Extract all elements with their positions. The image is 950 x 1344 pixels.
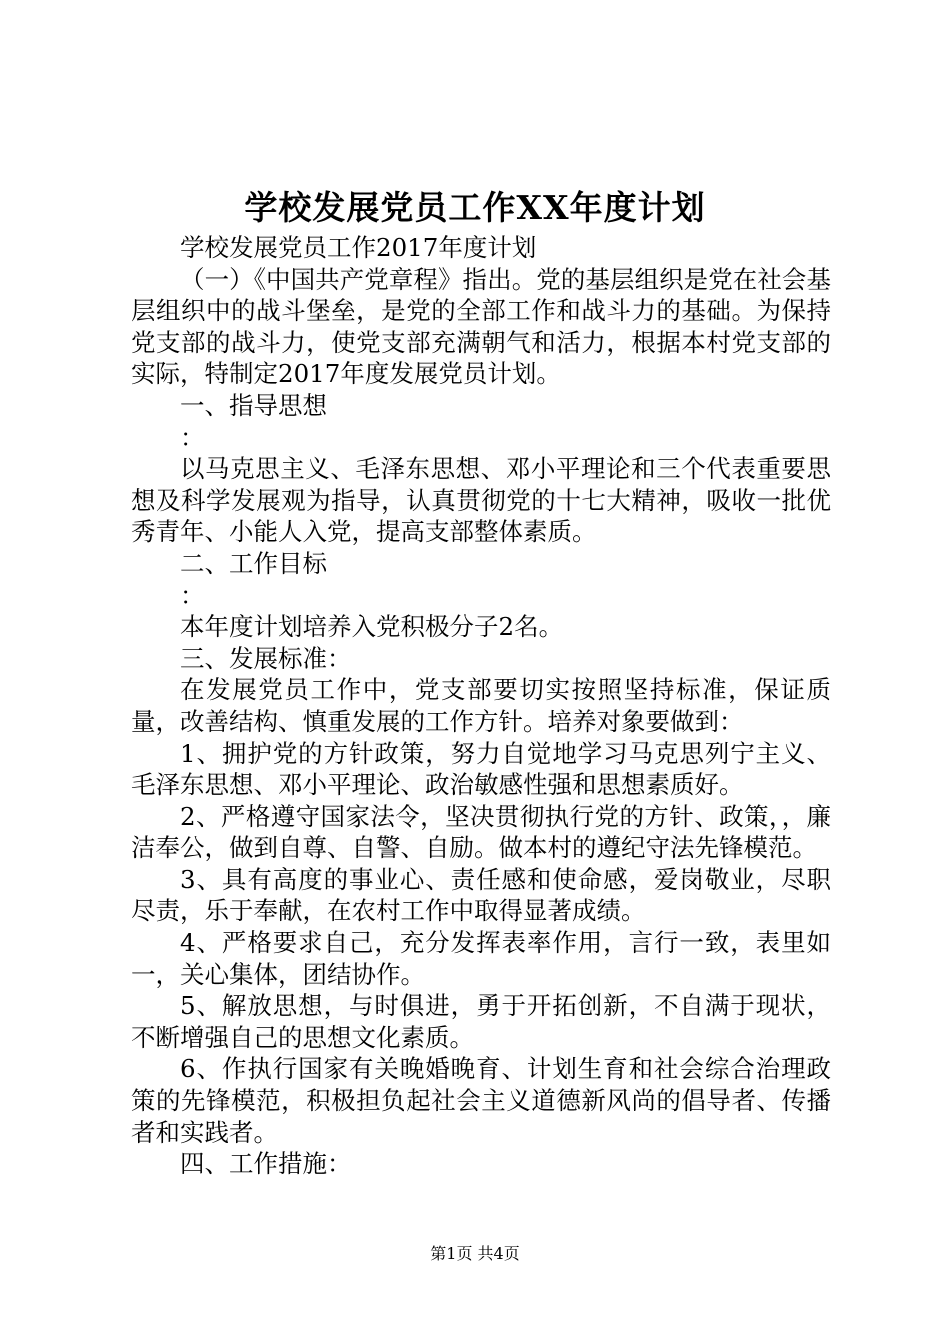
standard-item-1: 1、拥护党的方针政策，努力自觉地学习马克思列宁主义、毛泽东思想、邓小平理论、政治敏感性强和思想素质好。 <box>131 738 831 800</box>
colon-line: ： <box>180 422 205 452</box>
paragraph-work-goal: 本年度计划培养入党积极分子2名。 <box>180 612 564 642</box>
colon-line: ： <box>180 580 205 610</box>
standard-item-3: 3、具有高度的事业心、责任感和使命感，爱岗敬业，尽职尽责，乐于奉献，在农村工作中取得显著成绩。 <box>131 864 831 926</box>
standard-item-5: 5、解放思想，与时俱进，勇于开拓创新，不自满于现状，不断增强自己的思想文化素质。 <box>131 991 831 1052</box>
heading-work-goal: 二、工作目标 <box>180 548 327 578</box>
standard-item-4: 4、严格要求自己，充分发挥表率作用，言行一致，表里如一，关心集体，团结协作。 <box>131 928 831 989</box>
page-number-footer: 第1页 共4页 <box>430 1244 520 1263</box>
paragraph-standard-intro: 在发展党员工作中，党支部要切实按照坚持标准，保证质量，改善结构、慎重发展的工作方针。培养对象要做到： <box>131 675 831 736</box>
heading-development-standard: 三、发展标准： <box>180 643 352 673</box>
document-title: 学校发展党员工作XX年度计划 <box>244 188 706 227</box>
heading-work-measures: 四、工作措施： <box>180 1149 352 1179</box>
standard-item-2: 2、严格遵守国家法令，坚决贯彻执行党的方针、政策，，廉洁奉公，做到自尊、自警、自励。做本村的遵纪守法先锋模范。 <box>131 801 831 863</box>
document-body <box>131 232 831 1180</box>
paragraph-subtitle: 学校发展党员工作2017年度计划 <box>180 233 537 262</box>
heading-guiding-ideology: 一、指导思想 <box>180 390 327 420</box>
paragraph-guiding-ideology: 以马克思主义、毛泽东思想、邓小平理论和三个代表重要思想及科学发展观为指导，认真贯彻党的十七大精神，吸收一批优秀青年、小能人入党，提高支部整体素质。 <box>131 454 831 547</box>
paragraph-intro: （一）《中国共产党章程》指出。党的基层组织是党在社会基层组织中的战斗堡垒，是党的全部工作和战斗力的基础。为保持党支部的战斗力，使党支部充满朝气和活力，根据本村党支部的实际，特制定2017年度发展党员计划。 <box>131 264 831 389</box>
standard-item-6: 6、作执行国家有关晚婚晚育、计划生育和社会综合治理政策的先锋模范，积极担负起社会主义道德新风尚的倡导者、传播者和实践者。 <box>131 1054 831 1147</box>
